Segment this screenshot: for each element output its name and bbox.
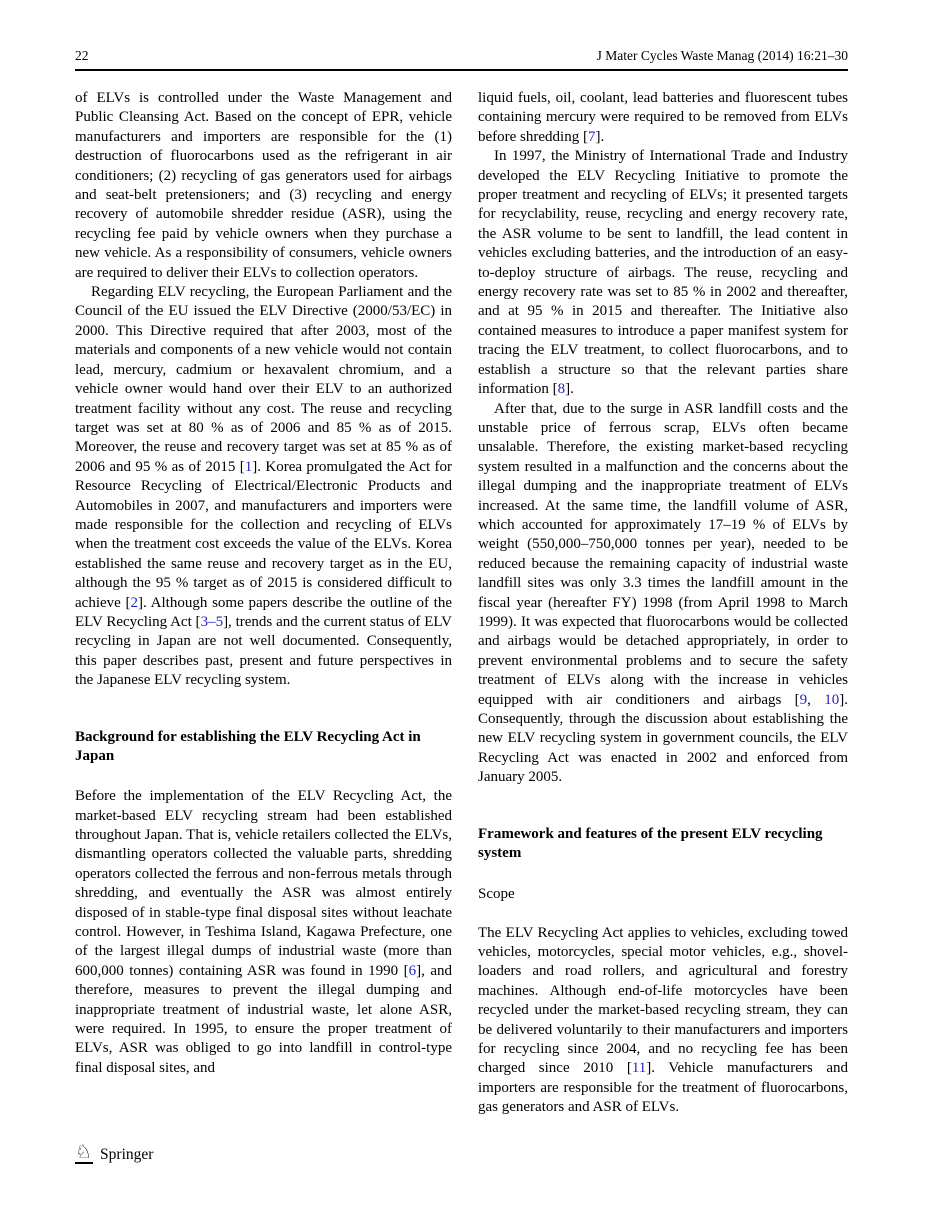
subsection-heading: Scope — [478, 886, 515, 903]
left-column — [75, 89, 452, 1078]
citation-link[interactable]: 2 — [130, 594, 139, 611]
section-heading: Background for establishing the ELV Recycling Act in Japan — [75, 728, 421, 765]
citation-link[interactable]: 1 — [244, 458, 253, 475]
citation-link[interactable]: 9 — [799, 691, 808, 708]
paragraph: of ELVs is controlled under the Waste Management and Public Cleansing Act. Based on the concept of EPR, vehicle manufacturers and importers are responsible for the (1) destruction of fluorocarbons used as the refrigerant in air conditioners; (2) recycling of gas generators used for airbags and seat-belt pretensioners; and (3) recycling and energy recovery of automobile shredder residue (ASR), using the recycling fee paid by vehicle owners when they purchase a new vehicle. As a responsibility of consumers, vehicle owners are required to deliver their ELVs to collection operators. — [75, 90, 452, 281]
paragraph: In 1997, the Ministry of International Trade and Industry developed the ELV Recycling Initiative to promote the proper treatment and recycling of ELVs; it presented targets for recyclability, reuse, recycling and energy recovery rate, the ASR volume to be sent to landfill, the lead content in vehicles excluding batteries, and the introduction of an easy-to-deploy structure of airbags. The reuse, recycling and energy recovery rate was set to 85 % in 2002 and thereafter, and at 95 % in 2015 and thereafter. The Initiative also contained measures to introduce a paper manifest system for tracing the ELV treatment, to collect fluorocarbons, and to establish a structure so that the relevant parties share information [8]. — [478, 148, 848, 398]
citation-link[interactable]: 10 — [824, 691, 840, 708]
footer — [75, 1143, 153, 1164]
citation-link[interactable]: 11 — [631, 1060, 647, 1077]
paragraph: After that, due to the surge in ASR landfill costs and the unstable price of ferrous scrap, ELVs often became unsalable. Therefore, the existing market-based recycling system resulted in a malfunction and the concerns about the illegal dumping and the inappropriate treatment of ELVs increased. At the same time, the landfill volume of ASR, which accounted for approximately 17–19 % of ELVs by weight (550,000–750,000 tonnes per year), needed to be reduced because the remaining capacity of industrial waste landfill sites was only 3.3 times the landfill amount in the fiscal year (hereafter FY) 1998 (from April 1998 to March 1999). It was expected that fluorocarbons would be collected and airbags would be detached appropriately, in order to prevent environmental problems and to secure the safety treatment of ELVs along with the increase in vehicles equipped with air conditioners and airbags [9, 10]. Consequently, through the discussion about establishing the new ELV recycling system in government councils, the ELV Recycling Act was enacted in 2002 and enforced from January 2005. — [478, 400, 848, 786]
header-rule — [75, 69, 848, 71]
journal-reference: J Mater Cycles Waste Manag (2014) 16:21–30 — [596, 48, 848, 63]
citation-link[interactable]: 6 — [408, 962, 417, 979]
section-heading: Framework and features of the present ELV recycling system — [478, 825, 823, 862]
publisher-name: Springer — [100, 1146, 154, 1163]
paragraph: The ELV Recycling Act applies to vehicles, excluding towed vehicles, motorcycles, special motor vehicles, e.g., shovel-loaders and road rollers, and agricultural and forestry machines. Although end-of-life motorcycles have been recycled under the market-based recycling stream, they can be delivered voluntarily to their manufacturers and importers for recycling since 2004, and no recycling fee has been charged since 2010 [11]. Vehicle manufacturers and importers are responsible for the treatment of fluorocarbons, gas generators and ASR of ELVs. — [478, 924, 848, 1116]
paragraph: Regarding ELV recycling, the European Parliament and the Council of the EU issued the ELV Directive (2000/53/EC) in 2000. This Directive required that after 2003, most of the materials and components of a new vehicle would not contain lead, mercury, cadmium or hexavalent chromium, and a vehicle owner would hand over their ELV to an authorized treatment facility without any cost. The reuse and recycling target was set at 80 % as of 2006 and 85 % as of 2015. Moreover, the reuse and recovery target was set at 85 % as of 2006 and 95 % as of 2015 [1]. Korea promulgated the Act for Resource Recycling of Electrical/Electronic Products and Automobiles in 2007, and manufacturers and importers were made responsible for the collection and recycling of ELVs when the treatment cost exceeds the value of the ELVs. Korea established the same reuse and recovery target as in the EU, although the 95 % target as of 2015 is considered difficult to achieve [2]. Although some papers describe the outline of the ELV Recycling Act [3–5], trends and the current status of ELV recycling in Japan are not well documented. Consequently, this paper describes past, present and future perspectives in the Japanese ELV recycling system. — [75, 284, 452, 689]
citation-link[interactable]: 7 — [587, 128, 596, 145]
page-number: 22 — [75, 48, 89, 63]
paragraph: Before the implementation of the ELV Recycling Act, the market-based ELV recycling stream had been established throughout Japan. That is, vehicle retailers collected the ELVs, dismantling operators collected the valuable parts, shredding operators collected the ferrous and non-ferrous metals through shredding, and eventually the ASR was almost entirely disposed of in stable-type final disposal sites without leachate control. However, in Teshima Island, Kagawa Prefecture, one of the largest illegal dumps of industrial waste (more than 600,000 tonnes) containing ASR was found in 1990 [6], and therefore, measures to prevent the illegal dumping and inappropriate treatment of industrial waste, let alone ASR, were required. In 1995, to ensure the proper treatment of ELVs, ASR was obliged to go into landfill in control-type final disposal sites, and — [75, 788, 452, 1076]
right-column — [478, 89, 848, 1118]
citation-link[interactable]: 3–5 — [200, 613, 224, 630]
paragraph: liquid fuels, oil, coolant, lead batteries and fluorescent tubes containing mercury were required to be removed from ELVs before shredding [7]. — [478, 90, 848, 145]
springer-logo-icon: ♘ — [75, 1142, 93, 1163]
citation-link[interactable]: 8 — [557, 381, 566, 398]
